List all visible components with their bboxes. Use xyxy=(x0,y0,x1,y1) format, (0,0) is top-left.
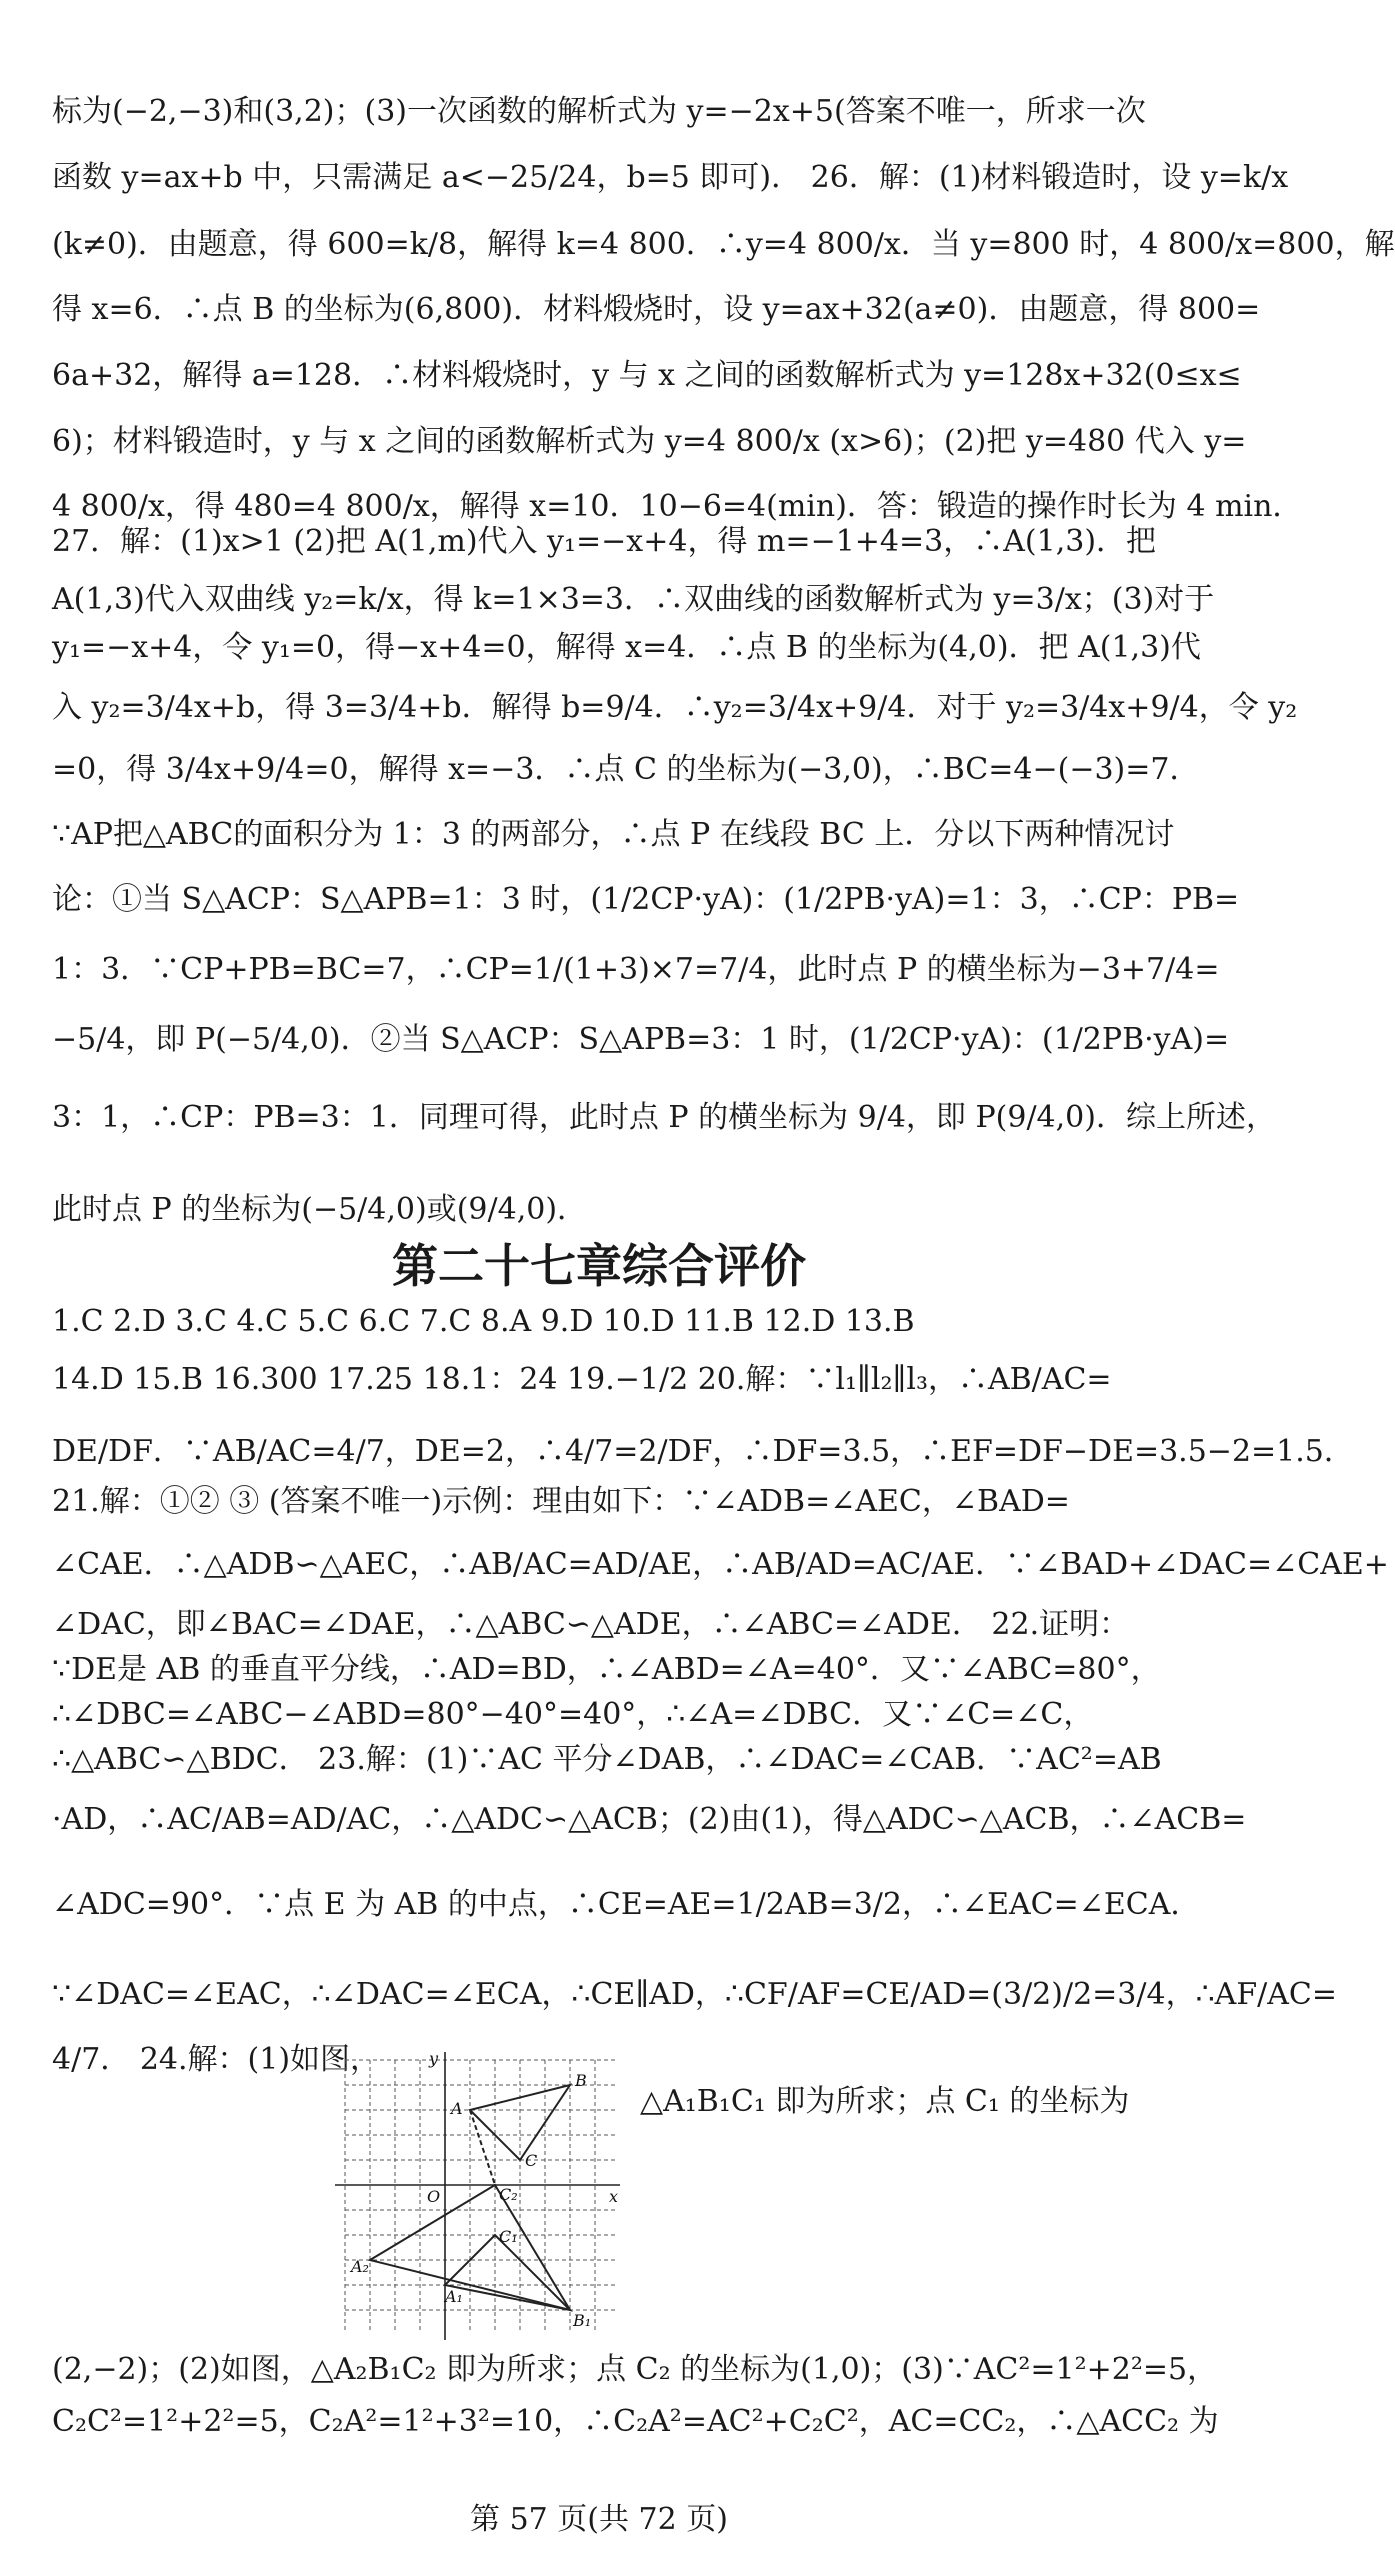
text-line: 3：1，∴CP：PB=3：1．同理可得，此时点 P 的横坐标为 9/4，即 P(9/4,0)．综上所述， xyxy=(52,1100,1276,1135)
label-a1: A₁ xyxy=(445,2287,463,2306)
text-line: ·AD，∴AC/AB=AD/AC，∴△ADC∽△ACB；(2)由(1)，得△ADC∽△ACB，∴∠ACB= xyxy=(52,1802,1247,1837)
text-line: 27．解：(1)x>1 (2)把 A(1,m)代入 y₁=−x+4，得 m=−1+4=3，∴A(1,3)．把 xyxy=(52,524,1157,559)
text-line: 论：①当 S△ACP：S△APB=1：3 时，(1/2CP·yA)：(1/2PB·yA)=1：3，∴CP：PB= xyxy=(52,882,1240,917)
label-b: B xyxy=(575,2071,587,2090)
text-line: 4 800/x，得 480=4 800/x，解得 x=10．10−6=4(min)．答：锻造的操作时长为 4 min． xyxy=(52,489,1303,524)
text-line: ∠CAE．∴△ADB∽△AEC，∴AB/AC=AD/AE，∴AB/AD=AC/AE．∵∠BAD+∠DAC=∠CAE+ xyxy=(52,1547,1389,1582)
text-line: 得 x=6．∴点 B 的坐标为(6,800)．材料煅烧时，设 y=ax+32(a≠0)．由题意，得 800= xyxy=(52,292,1261,327)
label-x: x xyxy=(609,2187,619,2206)
text-line: ∵∠DAC=∠EAC，∴∠DAC=∠ECA，∴CE∥AD，∴CF/AF=CE/AD=(3/2)/2=3/4，∴AF/AC= xyxy=(52,1977,1338,2012)
text-line: ∴∠DBC=∠ABC−∠ABD=80°−40°=40°，∴∠A=∠DBC．又∵∠C=∠C， xyxy=(52,1697,1094,1732)
text-line: A(1,3)代入双曲线 y₂=k/x，得 k=1×3=3．∴双曲线的函数解析式为 y=3/x；(3)对于 xyxy=(52,582,1215,617)
label-c1: C₁ xyxy=(499,2227,518,2246)
text-line: 1.C 2.D 3.C 4.C 5.C 6.C 7.C 8.A 9.D 10.D 11.B 12.D 13.B xyxy=(52,1304,915,1339)
text-line: ∠ADC=90°．∵点 E 为 AB 的中点，∴CE=AE=1/2AB=3/2，∴∠EAC=∠ECA． xyxy=(52,1887,1201,1922)
label-c2: C₂ xyxy=(499,2185,518,2204)
text-line: ∠DAC，即∠BAC=∠DAE，∴△ABC∽△ADE，∴∠ABC=∠ADE． 22.证明： xyxy=(52,1607,1130,1642)
text-line: −5/4，即 P(−5/4,0)．②当 S△ACP：S△APB=3：1 时，(1/2CP·yA)：(1/2PB·yA)= xyxy=(52,1022,1230,1057)
text-line: ∵AP把△ABC的面积分为 1：3 的两部分，∴点 P 在线段 BC 上．分以下两种情况讨 xyxy=(52,817,1175,852)
triangle-a1b1c1 xyxy=(445,2235,570,2310)
label-y: y xyxy=(429,2049,439,2068)
section-heading: 第二十七章综合评价 xyxy=(392,1239,806,1293)
text-line: 21.解：①② ③ (答案不唯一)示例：理由如下：∵∠ADB=∠AEC，∠BAD= xyxy=(52,1484,1070,1519)
label-a2: A₂ xyxy=(351,2257,369,2276)
text-line: 1：3．∵CP+PB=BC=7，∴CP=1/(1+3)×7=7/4，此时点 P 的横坐标为−3+7/4= xyxy=(52,952,1220,987)
figure-caption: △A₁B₁C₁ 即为所求；点 C₁ 的坐标为 xyxy=(640,2084,1130,2119)
coordinate-figure xyxy=(335,2050,625,2340)
text-line: (2,−2)；(2)如图，△A₂B₁C₂ 即为所求；点 C₂ 的坐标为(1,0)；(3)∵AC²=1²+2²=5， xyxy=(52,2352,1218,2387)
text-line: DE/DF．∵AB/AC=4/7，DE=2，∴4/7=2/DF，∴DF=3.5，∴EF=DF−DE=3.5−2=1.5． xyxy=(52,1434,1354,1469)
text-line: 入 y₂=3/4x+b，得 3=3/4+b．解得 b=9/4．∴y₂=3/4x+9/4．对于 y₂=3/4x+9/4，令 y₂ xyxy=(52,690,1298,725)
text-line: 6)；材料锻造时，y 与 x 之间的函数解析式为 y=4 800/x (x>6)；(2)把 y=480 代入 y= xyxy=(52,424,1247,459)
text-line: ∵DE是 AB 的垂直平分线，∴AD=BD，∴∠ABD=∠A=40°．又∵∠ABC=80°， xyxy=(52,1652,1161,1687)
text-line: 6a+32，解得 a=128．∴材料煅烧时，y 与 x 之间的函数解析式为 y=128x+32(0≤x≤ xyxy=(52,358,1242,393)
text-line: 14.D 15.B 16.300 17.25 18.1：24 19.−1/2 20.解：∵l₁∥l₂∥l₃，∴AB/AC= xyxy=(52,1362,1112,1397)
text-line: 此时点 P 的坐标为(−5/4,0)或(9/4,0)． xyxy=(52,1192,588,1227)
text-line: =0，得 3/4x+9/4=0，解得 x=−3．∴点 C 的坐标为(−3,0)，∴BC=4−(−3)=7． xyxy=(52,752,1200,787)
text-line: y₁=−x+4，令 y₁=0，得−x+4=0，解得 x=4．∴点 B 的坐标为(4,0)．把 A(1,3)代 xyxy=(52,630,1201,665)
page-number: 第 57 页(共 72 页) xyxy=(470,2502,728,2537)
text-line: 4/7． 24.解：(1)如图， xyxy=(52,2042,381,2077)
label-a: A xyxy=(451,2099,463,2118)
text-line: (k≠0)．由题意，得 600=k/8，解得 k=4 800．∴y=4 800/x．当 y=800 时，4 800/x=800，解 xyxy=(52,227,1395,262)
text-line: C₂C²=1²+2²=5，C₂A²=1²+3²=10，∴C₂A²=AC²+C₂C²，AC=CC₂，∴△ACC₂ 为 xyxy=(52,2404,1219,2439)
text-line: 函数 y=ax+b 中，只需满足 a<−25/24，b=5 即可)． 26．解：(1)材料锻造时，设 y=k/x xyxy=(52,160,1289,195)
label-b1: B₁ xyxy=(573,2311,592,2330)
text-line: ∴△ABC∽△BDC． 23.解：(1)∵AC 平分∠DAB，∴∠DAC=∠CAB．∵AC²=AB xyxy=(52,1742,1162,1777)
label-c: C xyxy=(525,2151,538,2170)
text-line: 标为(−2,−3)和(3,2)；(3)一次函数的解析式为 y=−2x+5(答案不唯一，所求一次 xyxy=(52,94,1146,129)
label-o: O xyxy=(427,2187,441,2206)
